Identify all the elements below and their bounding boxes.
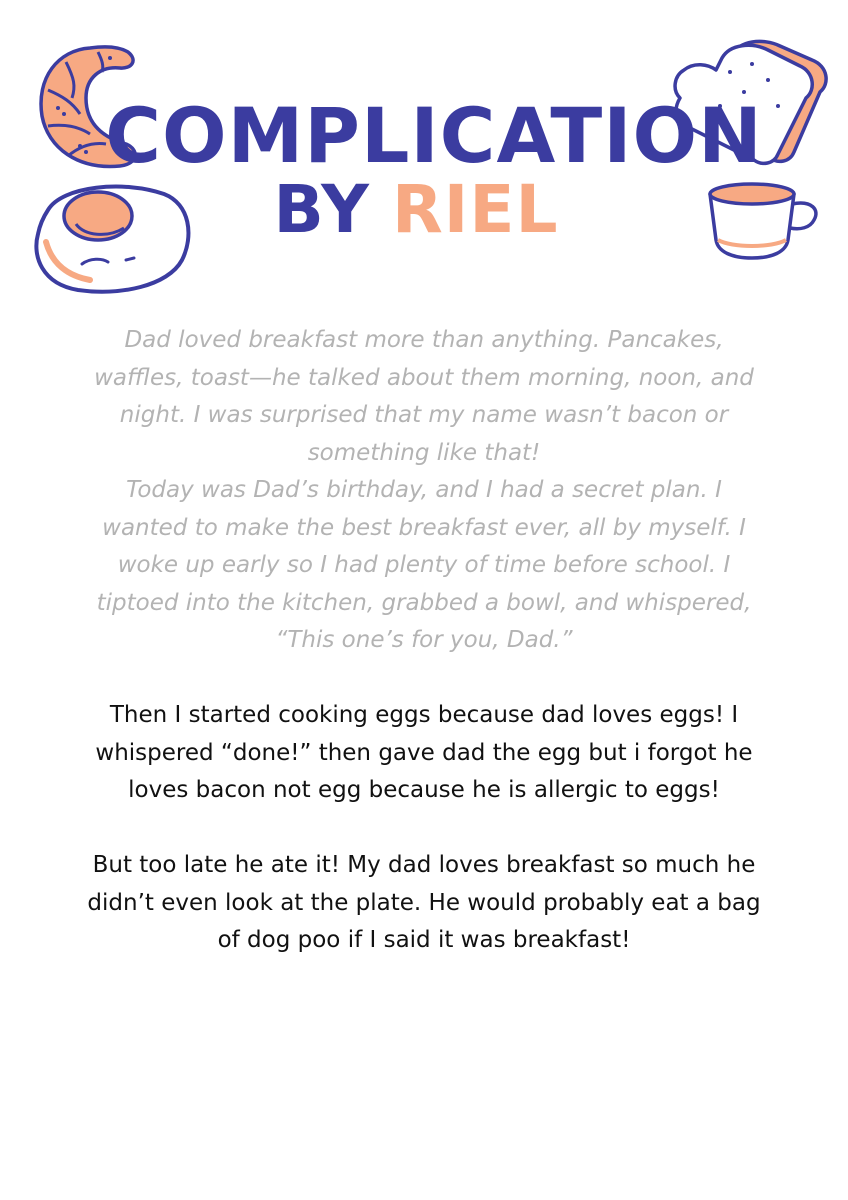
story-paragraph-3: Then I started cooking eggs because dad loves eggs! I whispered “done!” then gave dad the egg but i forgot he loves bacon not egg because he is allergic to eggs! <box>95 702 753 803</box>
story-paragraph-4: But too late he ate it! My dad loves breakfast so much he didn’t even look at the plate. He would probably eat a bag of dog poo if I said it was breakfast! <box>87 852 761 953</box>
title-byline <box>0 172 840 248</box>
story-paragraph-1: Dad loved breakfast more than anything. Pancakes, waffles, toast—he talked about them morning, noon, and night. I was surprised that my name wasn’t bacon or something like that! <box>94 327 754 466</box>
author-name: RIEL <box>391 171 559 248</box>
page-title: COMPLICATION <box>105 91 763 180</box>
story-paragraph-2: Today was Dad’s birthday, and I had a secret plan. I wanted to make the best breakfast ever, all by myself. I woke up early so I had plenty of time before school. I tiptoed into the kitchen, grabbed a bowl, and whispered, “This one’s for you, Dad.” <box>96 477 752 653</box>
byline-prefix: BY <box>273 171 370 248</box>
